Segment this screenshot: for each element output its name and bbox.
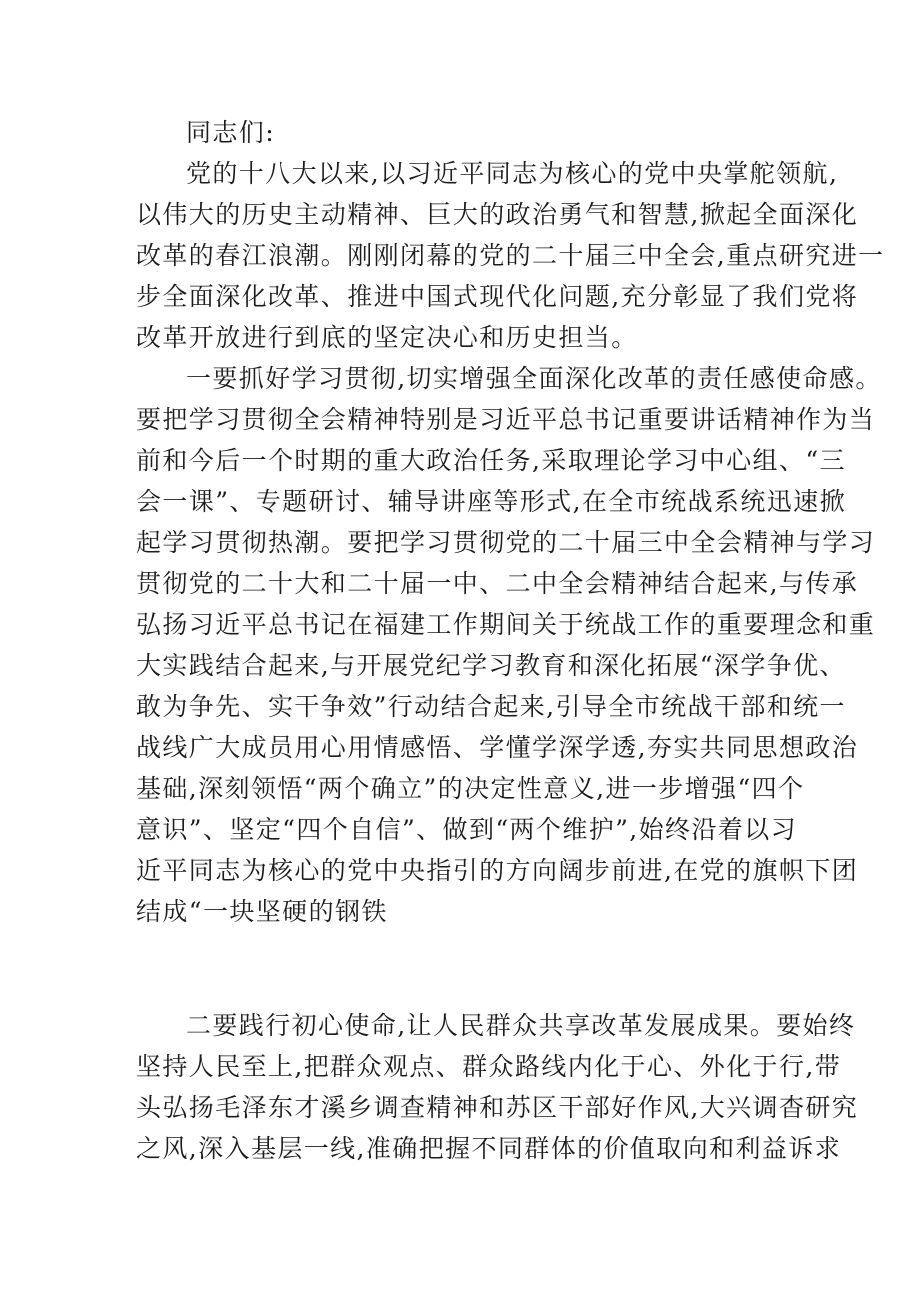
paragraph-line: 二要践行初心使命,让人民群众共享改革发展成果。要始终	[186, 1011, 856, 1040]
paragraph-line: 一要抓好学习贯彻,切实增强全面深化改革的责任感使命感。	[186, 364, 882, 393]
paragraph-line: 贯彻党的二十大和二十届一中、二中全会精神结合起来,与传承	[136, 569, 859, 598]
paragraph-line: 战线广大成员用心用情感悟、学懂学深学透,夯实共同思想政治	[136, 733, 859, 762]
paragraph-line: 改革开放进行到底的坚定决心和历史担当。	[136, 323, 638, 352]
paragraph-line: 弘扬习近平总书记在福建工作期间关于统战工作的重要理念和重	[136, 610, 876, 639]
paragraph-line: 会一课”、专题研讨、辅导讲座等形式,在全市统战系统迅速掀	[136, 487, 846, 516]
salutation-text: 同志们:	[186, 118, 276, 147]
paragraph-line: 起学习贯彻热潮。要把学习贯彻党的二十届三中全会精神与学习	[136, 528, 876, 557]
paragraph-2	[136, 358, 882, 932]
paragraph-1	[136, 153, 885, 358]
paragraph-line: 敢为争先、实干争效”行动结合起来,引导全市统战干部和统一	[136, 692, 846, 721]
paragraph-3	[136, 1005, 859, 1169]
paragraph-line: 要把学习贯彻全会精神特别是习近平总书记重要讲话精神作为当	[136, 405, 876, 434]
paragraph-line: 步全面深化改革、推进中国式现代化问题,充分彰显了我们党将	[136, 282, 859, 311]
paragraph-line: 以伟大的历史主动精神、巨大的政治勇气和智慧,掀起全面深化	[136, 200, 859, 229]
paragraph-line: 基础,深刻领悟“两个确立”的决定性意义,进一步增强“四个	[136, 774, 805, 803]
paragraph-line: 之风,深入基层一线,准确把握不同群体的价值取向和利益诉求	[136, 1134, 842, 1163]
paragraph-line: 坚持人民至上,把群众观点、群众路线内化于心、外化于行,带	[136, 1052, 842, 1081]
paragraph-line: 近平同志为核心的党中央指引的方向阔步前进,在党的旗帜下团	[136, 856, 859, 885]
salutation	[136, 112, 796, 153]
paragraph-line: 党的十八大以来,以习近平同志为核心的党中央掌舵领航,	[186, 159, 839, 188]
paragraph-line: 意识”、坚定“四个自信”、做到“两个维护”,始终沿着以习	[136, 815, 798, 844]
paragraph-line: 大实践结合起来,与开展党纪学习教育和深化拓展“深学争优、	[136, 651, 846, 680]
paragraph-line: 改革的春江浪潮。刚刚闭幕的党的二十届三中全会,重点研究进一	[136, 241, 885, 270]
paragraph-line: 头弘扬毛泽东才溪乡调查精神和苏区干部好作风,大兴调杳研究	[136, 1093, 859, 1122]
paragraph-line: 结成“一块坚硬的钢铁	[136, 897, 388, 926]
paragraph-line: 前和今后一个时期的重大政治任务,采取理论学习中心组、“三	[136, 446, 846, 475]
